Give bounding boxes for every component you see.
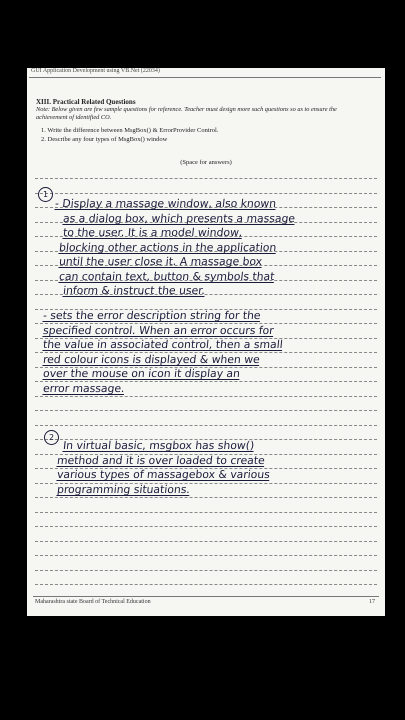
handwritten-line: - Display a massage window, also known (54, 197, 277, 210)
worksheet-page (27, 68, 385, 616)
question-2: 2. Describe any four types of MsgBox() window (41, 136, 168, 143)
answer-rule-line (35, 541, 377, 542)
answer-rule-line (35, 178, 377, 179)
answer-1-para-2 (39, 309, 384, 396)
answer-rule-line (35, 526, 377, 527)
handwritten-line: can contain text, button & symbols that (58, 269, 276, 283)
answer-rule-line (35, 555, 377, 556)
handwritten-line: red colour icons is displayed & when we (42, 352, 261, 366)
handwritten-line: specified control. When an error occurs for (42, 323, 275, 337)
handwritten-line: error massage. (42, 381, 126, 395)
handwritten-line: In virtual basic, msgbox has show() (62, 439, 255, 452)
answer-1-para-1 (39, 197, 384, 299)
handwritten-line: inform & instruct the user. (62, 284, 206, 297)
answer-2-text (39, 439, 384, 497)
answer-2-marker: 2 (44, 430, 59, 445)
handwritten-line: programming situations. (56, 482, 191, 496)
page-number: 17 (369, 599, 375, 605)
section-title: XIII. Practical Related Questions (36, 98, 136, 106)
answer-rule-line (35, 584, 377, 585)
section-note: Note: Below given are few sample questions for reference. Teacher must design more such questions so as to ensure the achievement of identified CO. (36, 106, 337, 121)
space-for-answers-label: (Space for answers) (180, 159, 232, 166)
answer-1-marker: 1 (38, 187, 53, 202)
handwritten-line: over the mouse on icon it display an (42, 367, 241, 380)
handwritten-line: method and it is over loaded to create (56, 453, 266, 467)
question-1: 1. Write the difference between MsgBox() & ErrorProvider Control. (41, 127, 219, 134)
handwritten-line: as a dialog box, which presents a massage (62, 211, 296, 225)
handwritten-line: the value in associated control, then a small (42, 338, 284, 351)
footer-divider (33, 596, 379, 597)
answer-rule-line (35, 193, 377, 194)
handwritten-line: blocking other actions in the application (58, 240, 278, 254)
handwritten-line: - sets the error description string for the (42, 309, 262, 322)
handwritten-line: various types of massagebox & various (56, 468, 271, 481)
answer-rule-line (35, 512, 377, 513)
footer-publisher: Maharashtra state Board of Technical Education (35, 599, 151, 605)
answer-rule-line (35, 425, 377, 426)
page-header: GUI Application Development using VB.Net (22034) (31, 68, 160, 74)
answer-rule-line (35, 570, 377, 571)
answer-rule-line (35, 410, 377, 411)
handwritten-line: to the user. It is a model window, (62, 226, 244, 239)
header-divider (29, 77, 381, 78)
handwritten-line: until the user close it. A massage box (58, 255, 263, 268)
